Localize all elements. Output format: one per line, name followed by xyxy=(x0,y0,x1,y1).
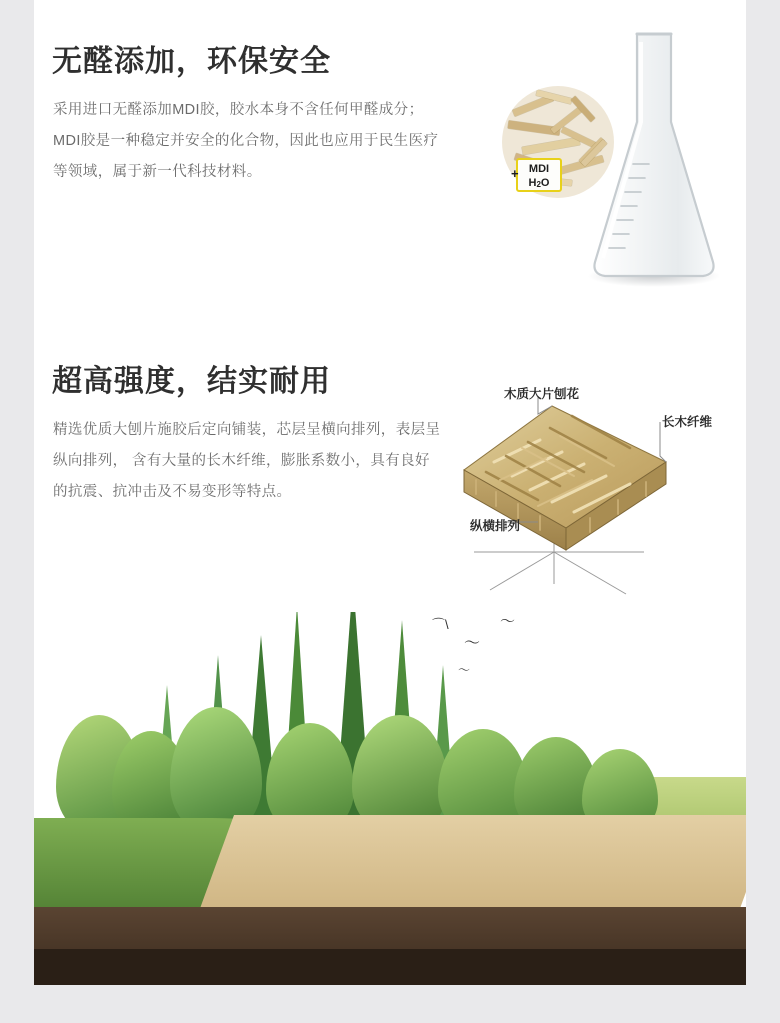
badge-line-mdi: MDI xyxy=(528,163,550,175)
h2o-subscript: 2 xyxy=(536,180,541,189)
badge-line-h2o xyxy=(518,176,560,192)
bird-icon: 〜 xyxy=(500,613,516,630)
section-formaldehyde-free xyxy=(34,0,746,322)
forest-landscape-photo xyxy=(34,612,746,985)
deep-soil-layer xyxy=(34,949,746,985)
plus-sign: + xyxy=(511,166,519,181)
erlenmeyer-flask-icon xyxy=(579,26,729,288)
section2-body: 精选优质大刨片施胶后定向铺装，芯层呈横向排列，表层呈纵向排列， 含有大量的长木纤维，膨胀系数小，具有良好的抗震、抗冲击及不易变形等特点。 xyxy=(53,422,441,500)
bird-icon: 〜 xyxy=(464,635,481,652)
bird-icon: ⌒\ xyxy=(432,617,449,632)
label-wood-strand: 木质大片刨花 xyxy=(504,387,580,401)
label-cross-arrangement: 纵横排列 xyxy=(470,519,521,533)
osb-board-illustration xyxy=(434,344,744,609)
ground-cross-section xyxy=(34,805,746,985)
flask-illustration xyxy=(454,18,734,293)
o-symbol: O xyxy=(540,177,550,189)
h-symbol: H xyxy=(528,177,537,189)
label-long-fiber: 长木纤维 xyxy=(662,415,713,429)
section2-headline: 超高强度，结实耐用 xyxy=(52,365,331,398)
content-sheet xyxy=(34,0,746,985)
section1-headline: 无醛添加，环保安全 xyxy=(52,45,331,78)
section-high-strength xyxy=(34,322,746,612)
section1-body: 采用进口无醛添加MDI胶，胶水本身不含任何甲醛成分；MDI胶是一种稳定并安全的化合物，因此也应用于民生医疗等领域，属于新一代科技材料。 xyxy=(53,102,439,180)
bird-icon: 〜 xyxy=(458,663,471,677)
mdi-h2o-badge xyxy=(511,158,562,192)
soil-layer xyxy=(34,907,746,985)
osb-board-svg xyxy=(434,344,744,609)
